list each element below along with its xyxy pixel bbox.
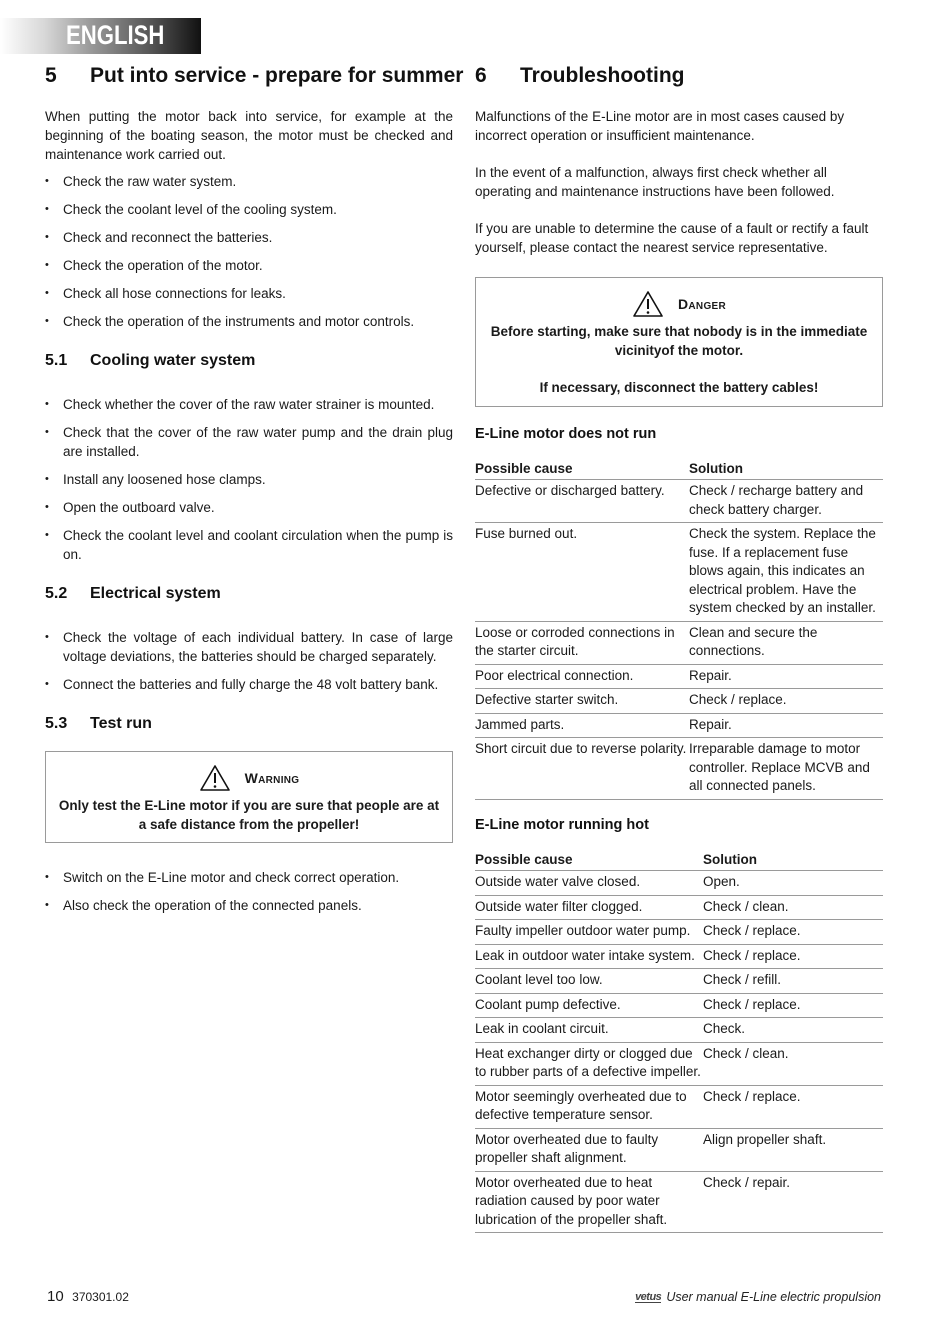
list-item: • Check all hose connections for leaks.	[45, 284, 453, 303]
section-title: Put into service - prepare for summer	[90, 64, 464, 87]
warning-label: Warning	[244, 770, 300, 786]
motor-does-not-run-table	[475, 457, 883, 800]
table-row	[475, 920, 883, 945]
subsection-title: Cooling water system	[90, 352, 256, 369]
solution-cell: Check / replace.	[703, 993, 883, 1018]
solution-cell: Clean and secure the connections.	[689, 621, 883, 664]
cause-cell: Outside water filter clogged.	[475, 895, 703, 920]
solution-cell: Repair.	[689, 713, 883, 738]
cause-cell: Leak in outdoor water intake system.	[475, 944, 703, 969]
section-6-heading	[475, 64, 684, 88]
list-item: • Check the coolant level and coolant circulation when the pump is on.	[45, 526, 453, 564]
page-footer-left	[47, 1288, 129, 1306]
table-row	[475, 895, 883, 920]
language-banner	[0, 18, 201, 54]
section-number: 5	[45, 64, 57, 87]
section-title: Troubleshooting	[520, 64, 685, 87]
cooling-water-checklist	[45, 395, 453, 573]
table-row	[475, 523, 883, 622]
cause-cell: Coolant level too low.	[475, 969, 703, 994]
list-item: • Open the outboard valve.	[45, 498, 453, 517]
table-row	[475, 480, 883, 523]
page-number: 10	[47, 1288, 64, 1305]
cause-cell: Leak in coolant circuit.	[475, 1018, 703, 1043]
subsection-title: Electrical system	[90, 585, 221, 602]
table-row	[475, 1171, 883, 1233]
subsection-number: 5.3	[45, 715, 68, 732]
solution-cell: Check / replace.	[703, 920, 883, 945]
table-row	[475, 738, 883, 800]
table-header-row	[475, 848, 883, 871]
subsection-number: 5.1	[45, 352, 68, 369]
list-item: • Check the voltage of each individual battery. In case of large voltage deviations, the batteries should be charged separately.	[45, 628, 453, 666]
list-item: • Check and reconnect the batteries.	[45, 228, 453, 247]
solution-cell: Repair.	[689, 664, 883, 689]
table-row	[475, 993, 883, 1018]
column-header-cause: Possible cause	[475, 457, 689, 480]
list-item: • Install any loosened hose clamps.	[45, 470, 453, 489]
section-5-intro: When putting the motor back into service, for example at the beginning of the boating season, the motor must be checked and maintenance work carried out.	[45, 109, 453, 162]
electrical-checklist	[45, 628, 453, 703]
test-run-checklist	[45, 868, 453, 924]
table-row	[475, 713, 883, 738]
warning-box	[45, 751, 453, 843]
solution-cell: Check / replace.	[703, 1085, 883, 1128]
solution-cell: Check / replace.	[703, 944, 883, 969]
table-row	[475, 664, 883, 689]
page-footer-right	[635, 1290, 881, 1304]
table-row	[475, 1128, 883, 1171]
list-item: • Check the raw water system.	[45, 172, 453, 191]
section-5-heading	[45, 64, 463, 88]
warning-triangle-icon	[199, 764, 231, 792]
list-item: • Check whether the cover of the raw water strainer is mounted.	[45, 395, 453, 414]
table-header-row	[475, 457, 883, 480]
table-row	[475, 1085, 883, 1128]
list-item: • Check the operation of the motor.	[45, 256, 453, 275]
section-number: 6	[475, 64, 487, 87]
table-row	[475, 1018, 883, 1043]
list-item: • Check the operation of the instruments and motor controls.	[45, 312, 453, 331]
cause-cell: Heat exchanger dirty or clogged due to rubber parts of a defective impeller.	[475, 1042, 703, 1085]
table-row	[475, 621, 883, 664]
cause-cell: Defective starter switch.	[475, 689, 689, 714]
cause-cell: Defective or discharged battery.	[475, 480, 689, 523]
cause-cell: Loose or corroded connections in the starter circuit.	[475, 621, 689, 664]
document-number: 370301.02	[72, 1290, 129, 1304]
column-header-solution: Solution	[703, 848, 883, 871]
cause-cell: Poor electrical connection.	[475, 664, 689, 689]
list-item: • Connect the batteries and fully charge the 48 volt battery bank.	[45, 675, 453, 694]
list-item: • Check that the cover of the raw water pump and the drain plug are installed.	[45, 423, 453, 461]
section-5-3-heading	[45, 715, 152, 733]
solution-cell: Irreparable damage to motor controller. Replace MCVB and all connected panels.	[689, 738, 883, 800]
cause-cell: Motor overheated due to faulty propeller shaft alignment.	[475, 1128, 703, 1171]
list-item: • Also check the operation of the connected panels.	[45, 896, 453, 915]
cause-cell: Jammed parts.	[475, 713, 689, 738]
list-item: • Switch on the E-Line motor and check correct operation.	[45, 868, 453, 887]
table-2-title: E-Line motor running hot	[475, 817, 649, 833]
solution-cell: Align propeller shaft.	[703, 1128, 883, 1171]
solution-cell: Check / recharge battery and check battery charger.	[689, 480, 883, 523]
danger-text-secondary: If necessary, disconnect the battery cables!	[539, 380, 819, 395]
cause-cell: Outside water valve closed.	[475, 871, 703, 896]
solution-cell: Check / clean.	[703, 895, 883, 920]
cause-cell: Short circuit due to reverse polarity.	[475, 738, 689, 800]
warning-triangle-icon	[632, 290, 664, 318]
danger-text: Before starting, make sure that nobody is in the immediate vicinityof the motor.	[490, 324, 868, 358]
cause-cell: Faulty impeller outdoor water pump.	[475, 920, 703, 945]
danger-label: Danger	[677, 296, 727, 312]
solution-cell: Open.	[703, 871, 883, 896]
table-row	[475, 689, 883, 714]
section-5-checklist	[45, 172, 453, 340]
solution-cell: Check the system. Replace the fuse. If a replacement fuse blows again, this indicates an electrical problem. Have the system checked by an installer.	[689, 523, 883, 622]
subsection-title: Test run	[90, 715, 152, 732]
brand-logo: vetus	[635, 1290, 662, 1303]
table-row	[475, 944, 883, 969]
cause-cell: Coolant pump defective.	[475, 993, 703, 1018]
manual-title: User manual E-Line electric propulsion	[666, 1290, 881, 1304]
table-1-title: E-Line motor does not run	[475, 426, 657, 442]
table-row	[475, 969, 883, 994]
column-header-solution: Solution	[689, 457, 883, 480]
table-row	[475, 1042, 883, 1085]
troubleshooting-paragraph: In the event of a malfunction, always first check whether all operating and maintenance instructions have been followed.	[475, 165, 835, 199]
solution-cell: Check / replace.	[689, 689, 883, 714]
troubleshooting-paragraph: If you are unable to determine the cause of a fault or rectify a fault yourself, please contact the nearest service representative.	[475, 221, 869, 255]
list-item: • Check the coolant level of the cooling system.	[45, 200, 453, 219]
table-row	[475, 871, 883, 896]
danger-box	[475, 277, 883, 407]
section-5-1-heading	[45, 352, 255, 370]
language-label: ENGLISH	[66, 20, 165, 50]
subsection-number: 5.2	[45, 585, 68, 602]
cause-cell: Motor overheated due to heat radiation caused by poor water lubrication of the propeller shaft.	[475, 1171, 703, 1233]
cause-cell: Motor seemingly overheated due to defective temperature sensor.	[475, 1085, 703, 1128]
motor-running-hot-table	[475, 848, 883, 1233]
solution-cell: Check / repair.	[703, 1171, 883, 1233]
solution-cell: Check / clean.	[703, 1042, 883, 1085]
troubleshooting-paragraph: Malfunctions of the E-Line motor are in most cases caused by incorrect operation or insufficient maintenance.	[475, 109, 845, 143]
cause-cell: Fuse burned out.	[475, 523, 689, 622]
solution-cell: Check.	[703, 1018, 883, 1043]
column-header-cause: Possible cause	[475, 848, 703, 871]
warning-text: Only test the E-Line motor if you are sure that people are at a safe distance from the propeller!	[58, 798, 440, 832]
section-5-2-heading	[45, 585, 221, 603]
solution-cell: Check / refill.	[703, 969, 883, 994]
